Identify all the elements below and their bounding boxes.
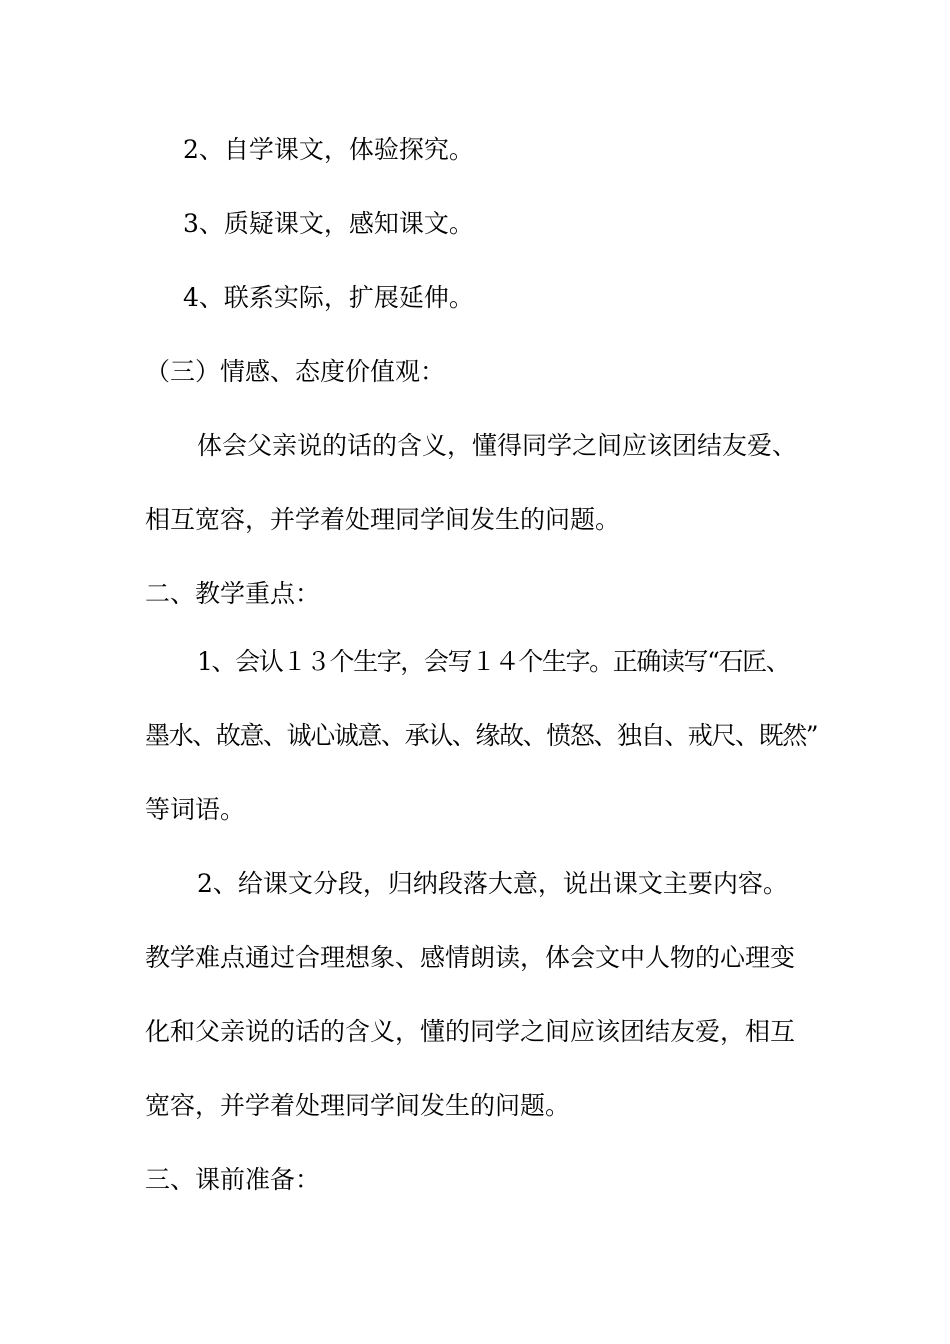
paragraph-difficulty-line-1: 教学难点通过合理想象、感情朗读，体会文中人物的心理变 bbox=[145, 943, 796, 972]
paragraph-focus-2: 2、给课文分段，归纳段落大意，说出课文主要内容。 bbox=[197, 869, 788, 898]
paragraph-emotion-line-1: 体会父亲说的话的含义，懂得同学之间应该团结友爱、 bbox=[197, 431, 798, 460]
paragraph-focus-1-line-1: 1、会认１３个生字，会写１４个生字。正确读写“石匠、 bbox=[197, 647, 790, 676]
paragraph-focus-1-line-3: 等词语。 bbox=[145, 795, 246, 824]
section-heading-preparation: 三、课前准备： bbox=[145, 1165, 321, 1194]
paragraph-emotion-line-2: 相互宽容，并学着处理同学间发生的问题。 bbox=[145, 505, 621, 534]
list-item-question-text: 3、质疑课文，感知课文。 bbox=[183, 209, 474, 238]
section-heading-teaching-focus: 二、教学重点： bbox=[145, 579, 321, 608]
paragraph-difficulty-line-2: 化和父亲说的话的含义，懂的同学之间应该团结友爱，相互 bbox=[145, 1017, 796, 1046]
section-heading-emotion-values: （三）情感、态度价值观： bbox=[145, 357, 446, 386]
paragraph-difficulty-line-3: 宽容，并学着处理同学间发生的问题。 bbox=[145, 1091, 571, 1120]
list-item-self-study: 2、自学课文，体验探究。 bbox=[183, 135, 474, 164]
paragraph-focus-1-line-2: 墨水、故意、诚心诚意、承认、缘故、愤怒、独自、戒尺、既然” bbox=[145, 721, 818, 750]
list-item-connect-practice: 4、联系实际，扩展延伸。 bbox=[183, 283, 474, 312]
